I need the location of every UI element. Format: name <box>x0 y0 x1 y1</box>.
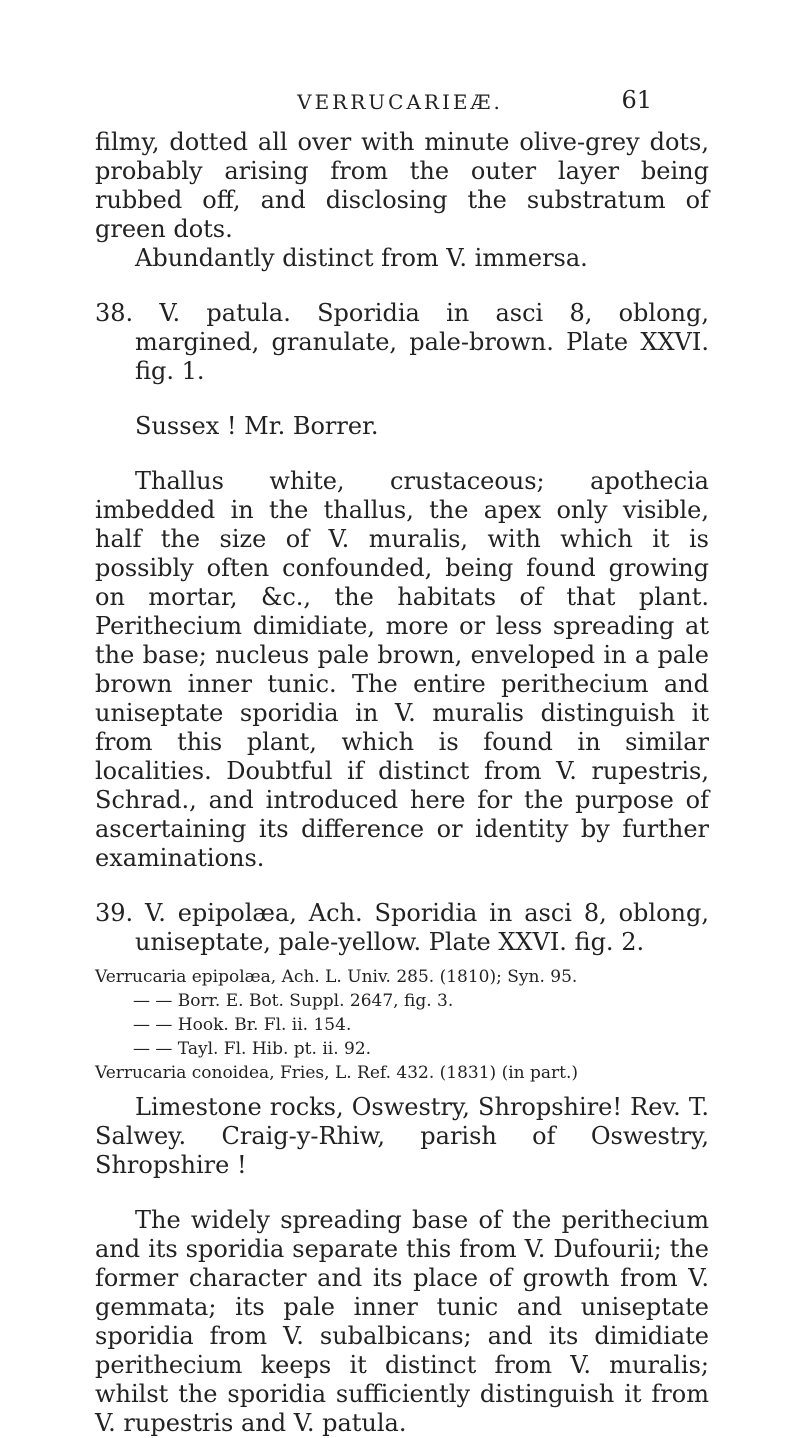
paragraph-distinction-note: Abundantly distinct from V. immersa. <box>135 244 588 272</box>
description-38: Thallus white, crustaceous; apothecia imbedded in the thallus, the apex only visible, half the size of V. muralis, with which it is possibly often confounded, being found growing on mortar, &c., the habitats of that plant. Perithecium dimidiate, more or less spreading at the base; nucleus pale brown, enveloped in a pale brown inner tunic. The entire perithecium and uniseptate sporidia in V. muralis distinguish it from this plant, which is found in similar localities. Doubtful if distinct from V. rupestris, Schrad., and introduced here for the purpose of ascertaining its difference or identity by further examinations. <box>95 467 709 872</box>
page-body <box>95 128 709 1438</box>
synonym-line: — — Tayl. Fl. Hib. pt. ii. 92. <box>133 1039 372 1059</box>
locality-39: Limestone rocks, Oswestry, Shropshire! Rev. T. Salwey. Craig-y-Rhiw, parish of Oswestry, Shropshire ! <box>95 1093 709 1179</box>
synonym-line: — — Hook. Br. Fl. ii. 154. <box>133 1015 352 1035</box>
synonym-line: — — Borr. E. Bot. Suppl. 2647, fig. 3. <box>133 991 454 1011</box>
synonymy-list <box>95 965 709 1085</box>
running-title: VERRUCARIEÆ. <box>297 90 503 114</box>
page-header <box>0 86 800 120</box>
synonym-line: Verrucaria epipolæa, Ach. L. Univ. 285. (1810); Syn. 95. <box>95 967 578 987</box>
page-number: 61 <box>621 86 652 114</box>
synonym-line: Verrucaria conoidea, Fries, L. Ref. 432. (1831) (in part.) <box>95 1063 579 1083</box>
species-entry-39: 39. V. epipolæa, Ach. Sporidia in asci 8, oblong, uniseptate, pale-yellow. Plate XXVI. fig. 2. <box>95 899 709 956</box>
description-39: The widely spreading base of the perithecium and its sporidia separate this from V. Dufourii; the former character and its place of growth from V. gemmata; its pale inner tunic and uniseptate sporidia from V. subalbicans; and its dimidiate perithecium keeps it distinct from V. muralis; whilst the sporidia sufficiently distinguish it from V. rupestris and V. patula. <box>95 1206 709 1437</box>
species-entry-38: 38. V. patula. Sporidia in asci 8, oblong, margined, granulate, pale-brown. Plate XXVI. fig. 1. <box>95 299 709 385</box>
paragraph-continued: filmy, dotted all over with minute olive-grey dots, probably arising from the outer layer being rubbed off, and disclosing the substratum of green dots. <box>95 128 709 243</box>
locality-38: Sussex ! Mr. Borrer. <box>135 412 379 440</box>
